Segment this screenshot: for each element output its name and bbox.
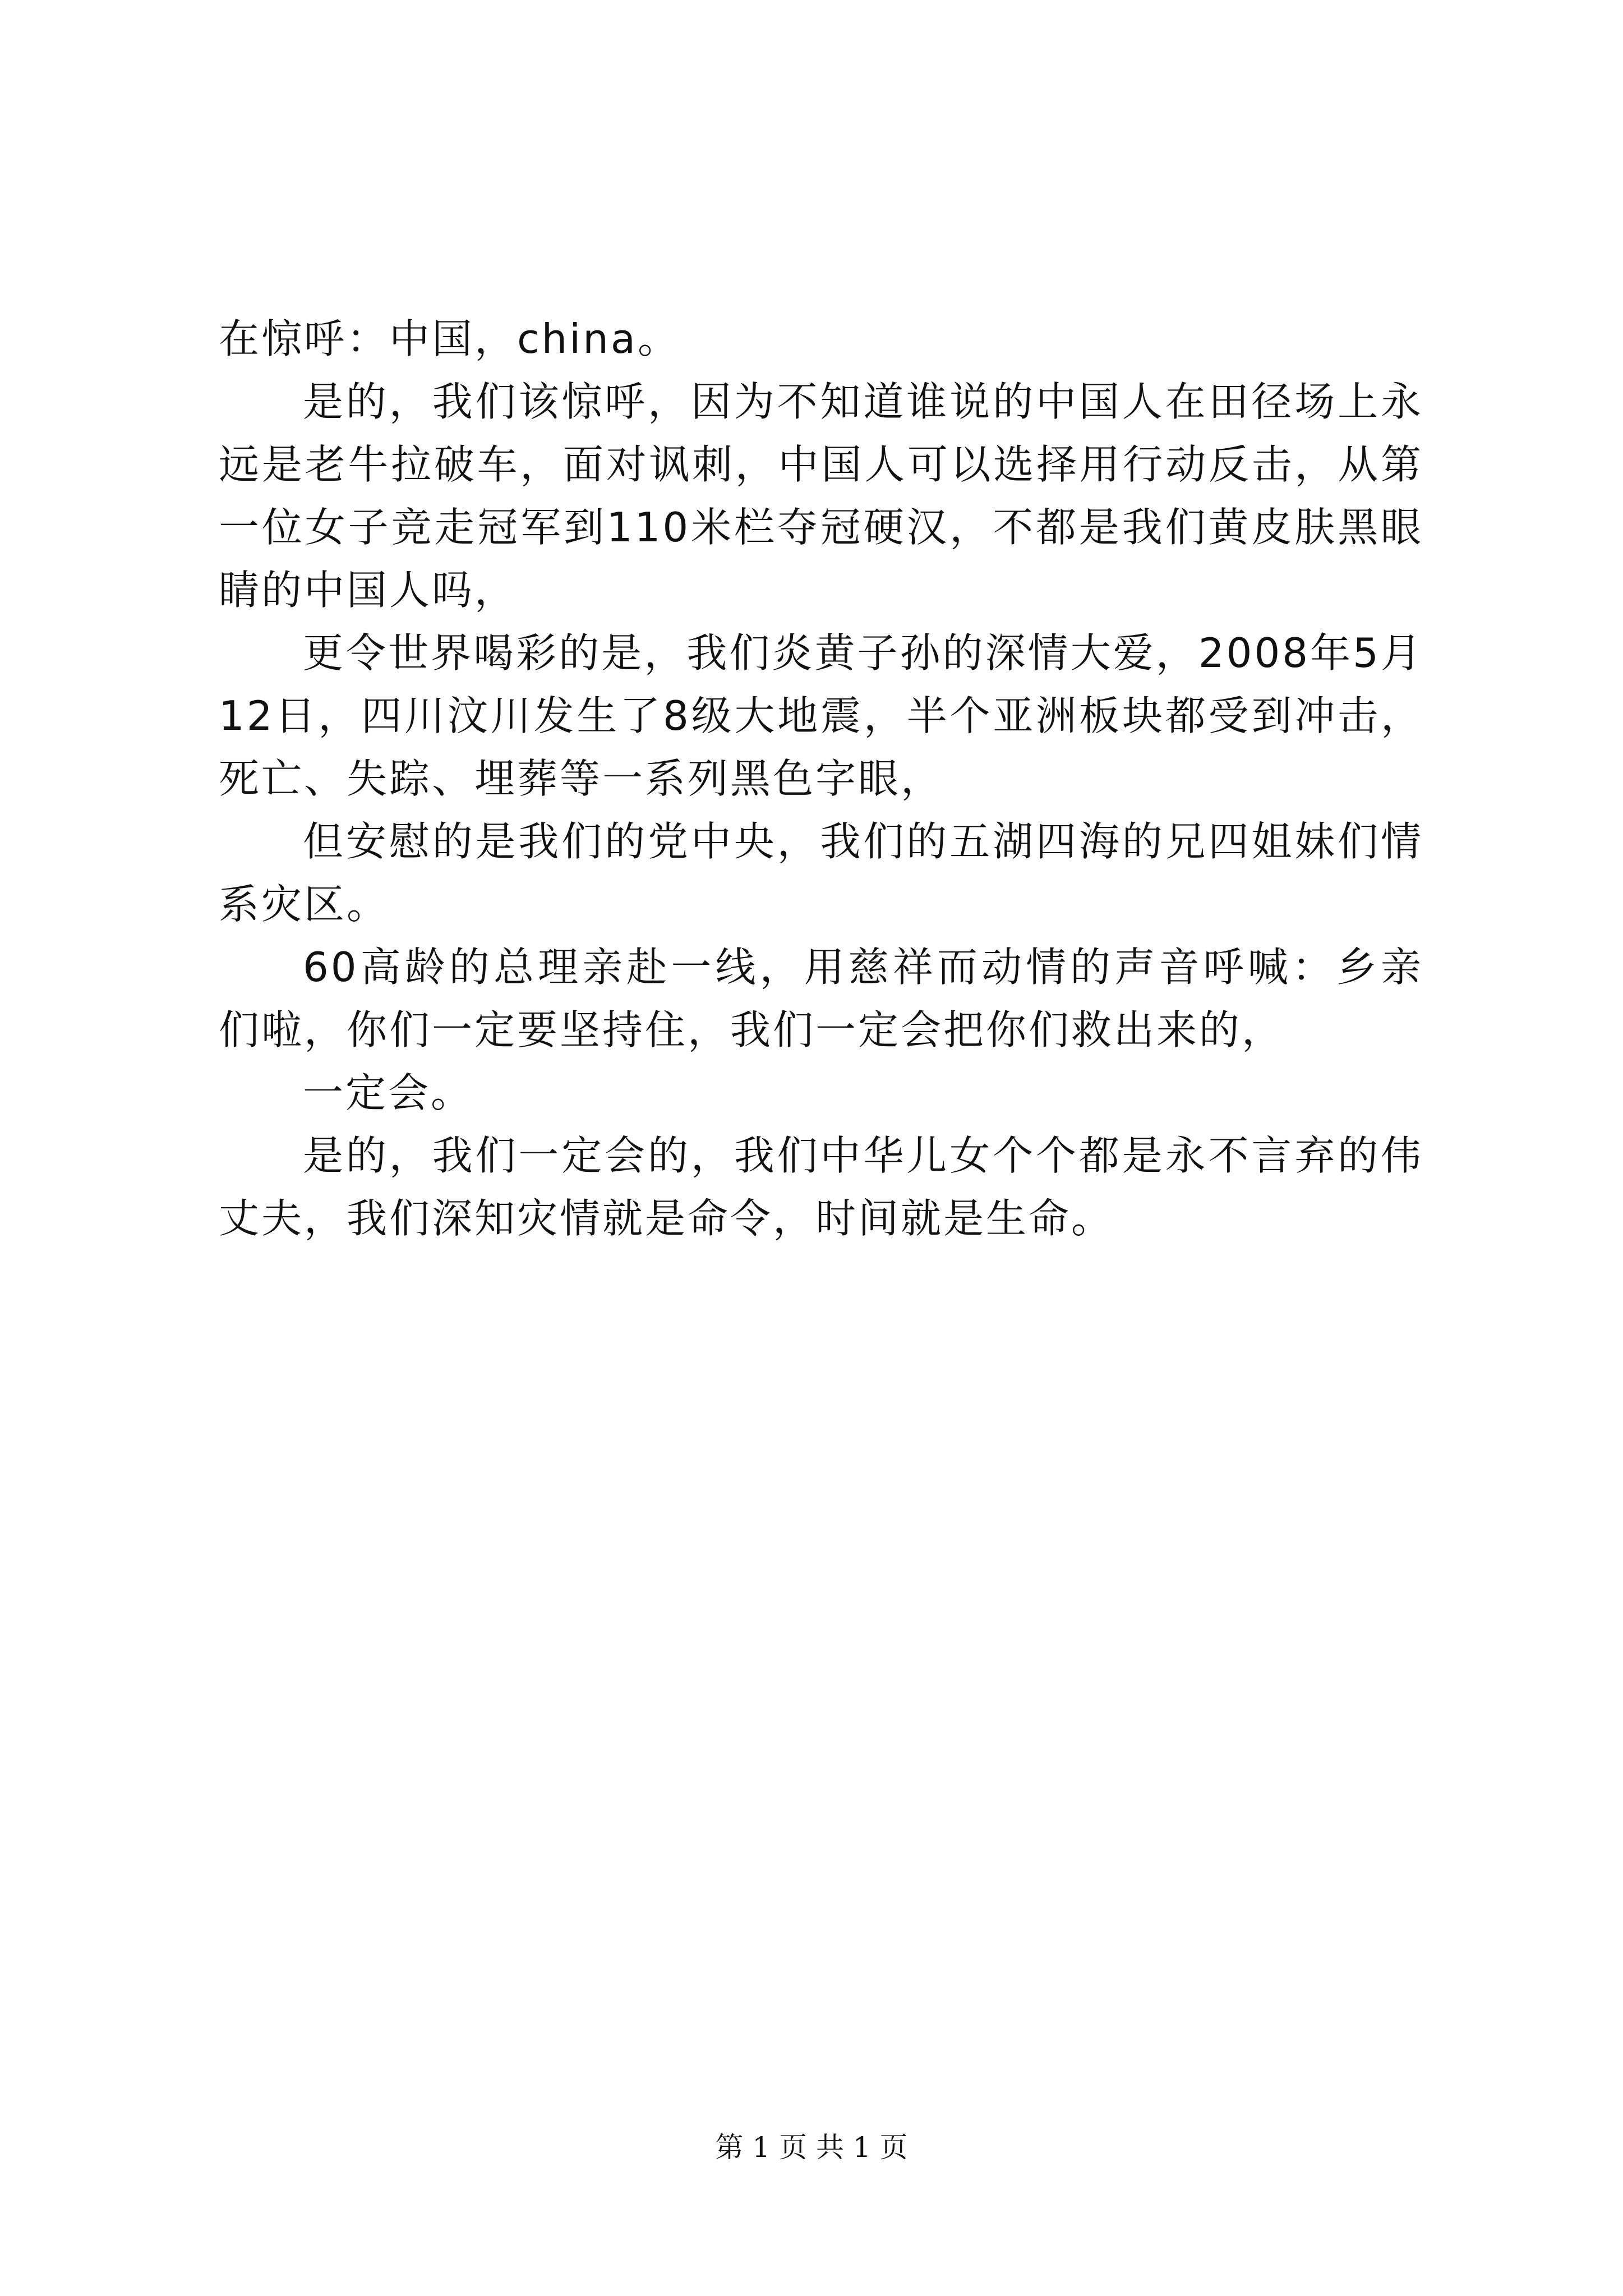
paragraph-2: 是的，我们该惊呼，因为不知道谁说的中国人在田径场上永远是老牛拉破车，面对讽刺，中国人可以选择用行动反击，从第一位女子竞走冠军到110米栏夺冠硬汉，不都是我们黄皮肤黑眼睛的中国人吗， [219,378,1423,614]
paragraph-7: 是的，我们一定会的，我们中华儿女个个都是永不言弃的伟丈夫，我们深知灾情就是命令，时间就是生命。 [219,1132,1423,1242]
document-body [219,307,1423,1250]
paragraph-6: 一定会。 [303,1069,474,1116]
page-number-footer: 第 1 页 共 1 页 [715,2131,908,2164]
paragraph-3: 更令世界喝彩的是，我们炎黄子孙的深情大爱，2008年5月12日，四川汶川发生了8级大地震，半个亚洲板块都受到冲击，死亡、失踪、埋葬等一系列黑色字眼， [219,629,1423,802]
paragraph-1: 在惊呼：中国，china。 [219,315,680,362]
paragraph-5: 60高龄的总理亲赴一线，用慈祥而动情的声音呼喊：乡亲们啦，你们一定要坚持住，我们一定会把你们救出来的， [219,944,1423,1053]
paragraph-4: 但安慰的是我们的党中央，我们的五湖四海的兄四姐妹们情系灾区。 [219,818,1423,928]
